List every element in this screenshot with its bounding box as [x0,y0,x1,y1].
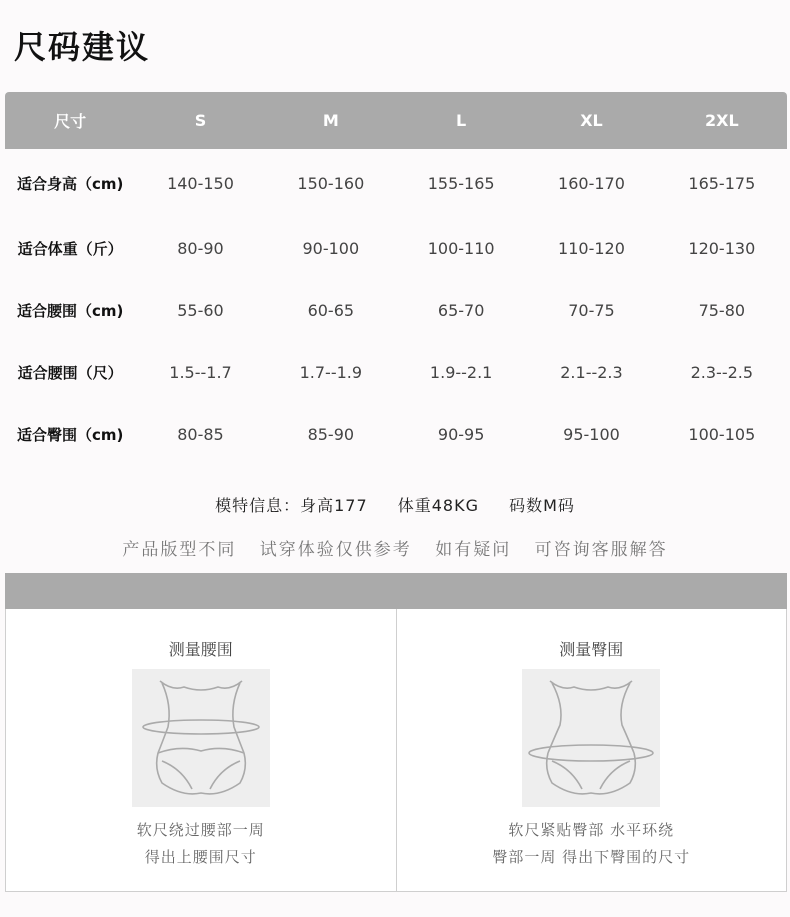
row-label: 适合身高（cm) [16,174,124,193]
table-cell: 80-90 [177,238,224,258]
model-info [0,493,790,516]
table-row [5,149,787,217]
table-cell: 70-75 [568,300,615,320]
table-row [5,341,787,403]
table-cell: 2.1--2.3 [560,362,623,382]
table-cell: 1.5--1.7 [169,362,232,382]
model-size: 码数M码 [509,496,575,515]
desc-line: 臀部一周 得出下臀围的尺寸 [492,848,691,866]
header-cell-m: M [322,111,339,130]
table-cell: 95-100 [563,424,620,444]
row-label: 适合腰围（尺） [17,363,123,382]
section-divider-bar [5,573,787,609]
header-cell-size: 尺寸 [54,112,87,131]
header-cell-xl: XL [580,111,603,130]
table-row [5,217,787,279]
table-cell: 55-60 [177,300,224,320]
table-cell: 1.7--1.9 [299,362,363,382]
table-cell: 75-80 [698,300,746,320]
waist-measure-panel [6,609,396,891]
table-cell: 2.3--2.5 [690,362,754,382]
header-cell-s: S [194,111,207,130]
header-cell-l: L [456,111,467,130]
table-cell: 80-85 [177,424,224,444]
desc-line: 得出上腰围尺寸 [144,848,257,866]
header-cell-2xl: 2XL [704,111,739,130]
disclaimer [0,535,790,560]
hip-measure-panel [396,609,787,891]
table-cell: 1.9--2.1 [429,362,493,382]
table-cell: 100-105 [688,424,756,444]
table-cell: 65-70 [437,300,485,320]
table-cell: 90-95 [437,424,485,444]
waist-measure-illustration-icon [132,669,270,807]
panel-description [6,817,396,871]
table-cell: 150-160 [297,173,365,193]
size-chart-table [5,92,787,465]
table-row [5,403,787,465]
panel-description [397,817,787,871]
disclaimer-text: 可咨询客服解答 [534,540,668,560]
panel-title: 测量臀围 [559,640,624,659]
table-cell: 160-170 [558,173,625,193]
table-cell: 90-100 [302,238,360,258]
table-cell: 165-175 [688,173,756,193]
disclaimer-text: 如有疑问 [435,540,512,560]
measurement-guide [5,609,787,892]
row-label: 适合体重（斤） [17,239,123,258]
model-height: 模特信息：身高177 [215,496,368,515]
table-cell: 120-130 [688,238,756,258]
panel-title: 测量腰围 [168,640,233,659]
table-cell: 155-165 [427,173,495,193]
page-title: 尺码建议 [14,28,151,66]
table-header-row [5,92,787,149]
row-label: 适合腰围（cm) [16,301,124,320]
desc-line: 软尺绕过腰部一周 [136,821,265,839]
row-label: 适合臀围（cm) [16,425,124,444]
table-cell: 140-150 [167,173,234,193]
model-weight: 体重48KG [397,496,479,515]
disclaimer-text: 产品版型不同 [122,540,237,560]
table-cell: 60-65 [307,300,355,320]
table-cell: 100-110 [427,238,495,258]
desc-line: 软尺紧贴臀部 水平环绕 [508,821,675,839]
disclaimer-text: 试穿体验仅供参考 [259,540,412,560]
hip-measure-illustration-icon [522,669,660,807]
table-cell: 110-120 [558,238,625,258]
table-cell: 85-90 [307,424,355,444]
table-row [5,279,787,341]
